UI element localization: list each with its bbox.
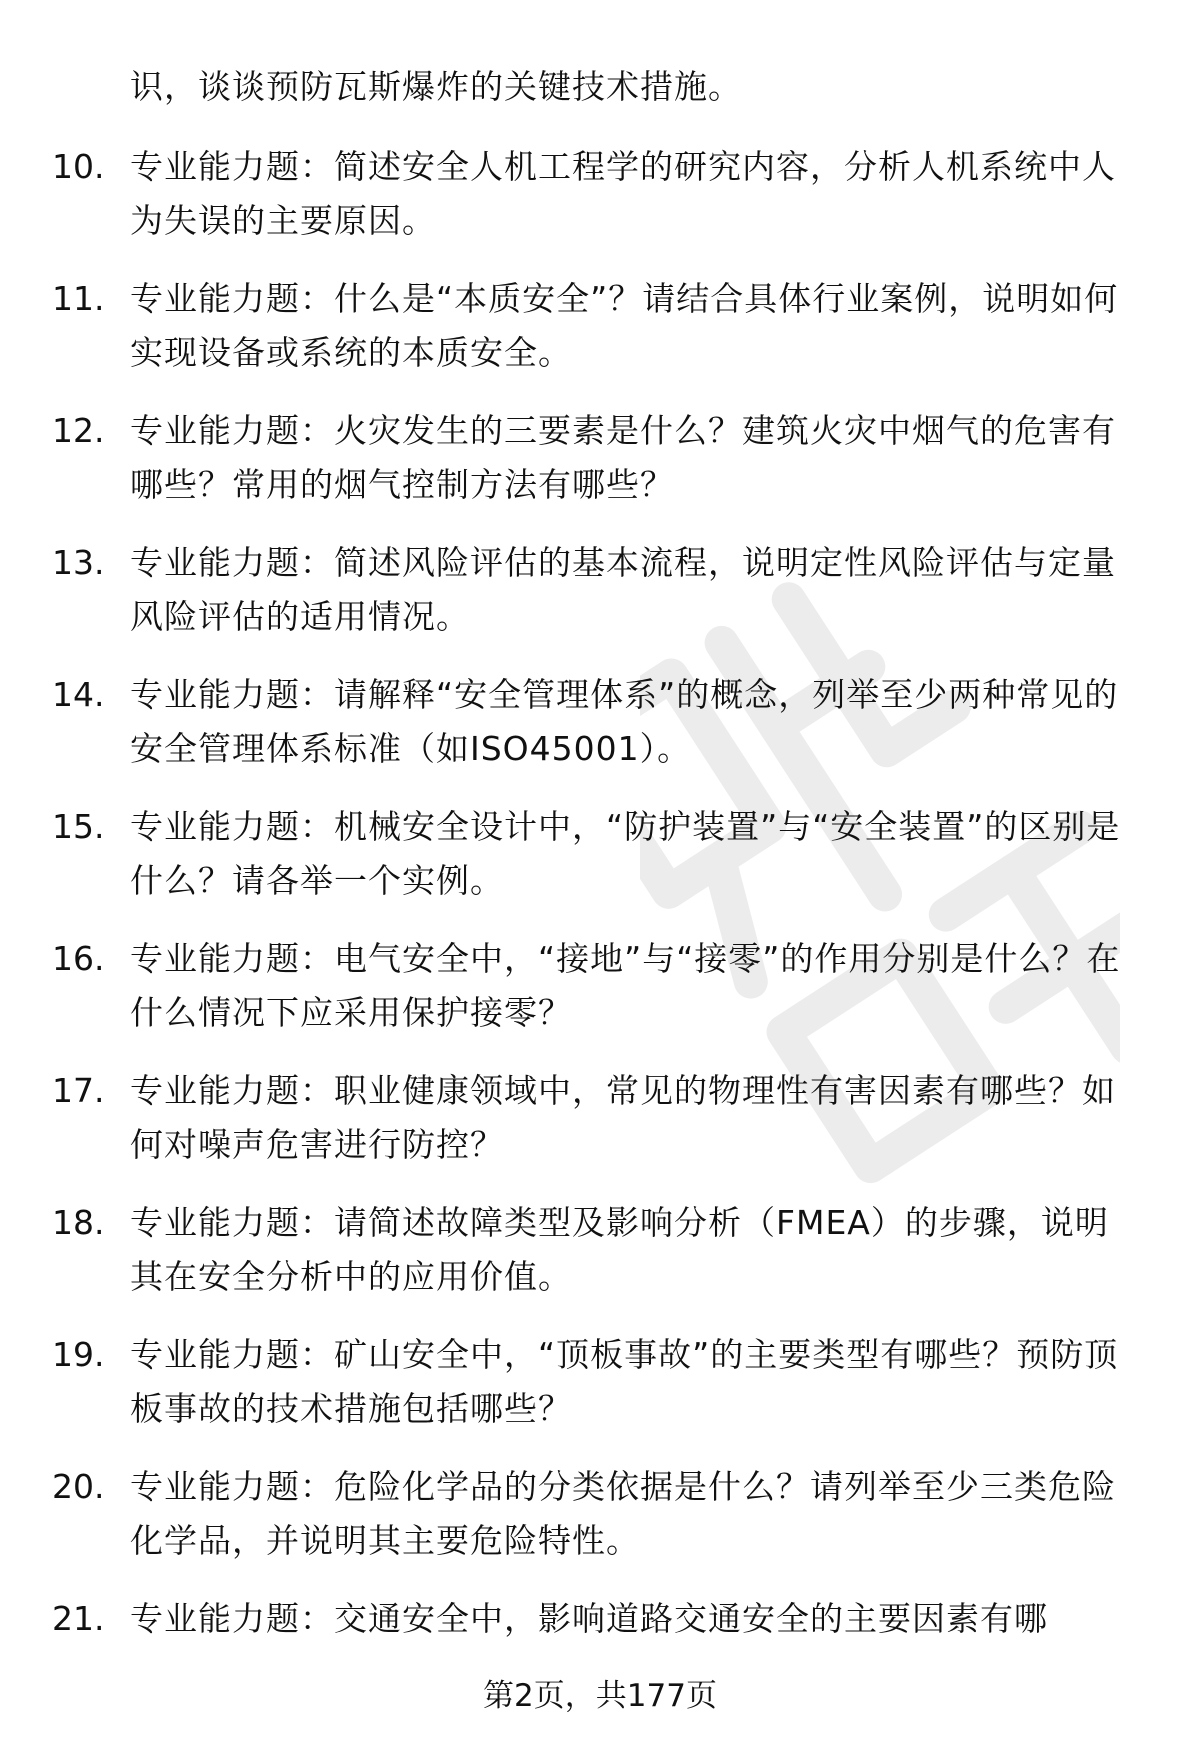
question-text: 专业能力题：机械安全设计中，“防护装置”与“安全装置”的区别是什么？请各举一个实例。 (130, 807, 1121, 900)
question-text: 专业能力题：请解释“安全管理体系”的概念，列举至少两种常见的安全管理体系标准（如ISO45001）。 (130, 675, 1119, 768)
page-footer: 第2页，共177页 (483, 1678, 717, 1714)
question-item (0, 1328, 1200, 1460)
question-item (0, 272, 1200, 404)
question-number: 10. (52, 147, 105, 186)
question-number: 17. (52, 1071, 105, 1110)
question-text: 专业能力题：火灾发生的三要素是什么？建筑火灾中烟气的危害有哪些？常用的烟气控制方法有哪些？ (130, 411, 1116, 504)
question-number: 20. (52, 1467, 105, 1506)
question-list (0, 140, 1200, 1724)
question-item (0, 932, 1200, 1064)
question-number: 18. (52, 1203, 105, 1242)
question-number: 19. (52, 1335, 105, 1374)
question-text: 专业能力题：矿山安全中，“顶板事故”的主要类型有哪些？预防顶板事故的技术措施包括哪些？ (130, 1335, 1119, 1428)
question-item (0, 668, 1200, 800)
question-text: 专业能力题：电气安全中，“接地”与“接零”的作用分别是什么？在什么情况下应采用保护接零？ (130, 939, 1121, 1032)
question-number: 12. (52, 411, 105, 450)
question-item (0, 1196, 1200, 1328)
question-text: 专业能力题：什么是“本质安全”？请结合具体行业案例，说明如何实现设备或系统的本质安全。 (130, 279, 1119, 372)
continuation-text: 识，谈谈预防瓦斯爆炸的关键技术措施。 (130, 67, 742, 106)
question-number: 21. (52, 1599, 105, 1638)
question-number: 16. (52, 939, 105, 978)
question-number: 11. (52, 279, 105, 318)
question-item (0, 1064, 1200, 1196)
question-item (0, 404, 1200, 536)
question-item (0, 140, 1200, 272)
question-number: 15. (52, 807, 105, 846)
question-item (0, 536, 1200, 668)
question-item (0, 800, 1200, 932)
question-text: 专业能力题：交通安全中，影响道路交通安全的主要因素有哪 (130, 1599, 1048, 1638)
question-text: 专业能力题：职业健康领域中，常见的物理性有害因素有哪些？如何对噪声危害进行防控？ (130, 1071, 1116, 1164)
question-text: 专业能力题：请简述故障类型及影响分析（FMEA）的步骤，说明其在安全分析中的应用价值。 (130, 1203, 1109, 1296)
question-text: 专业能力题：简述安全人机工程学的研究内容，分析人机系统中人为失误的主要原因。 (130, 147, 1116, 240)
question-number: 13. (52, 543, 105, 582)
question-item (0, 1460, 1200, 1592)
question-text: 专业能力题：简述风险评估的基本流程，说明定性风险评估与定量风险评估的适用情况。 (130, 543, 1116, 636)
question-number: 14. (52, 675, 105, 714)
question-text: 专业能力题：危险化学品的分类依据是什么？请列举至少三类危险化学品，并说明其主要危险特性。 (130, 1467, 1116, 1560)
